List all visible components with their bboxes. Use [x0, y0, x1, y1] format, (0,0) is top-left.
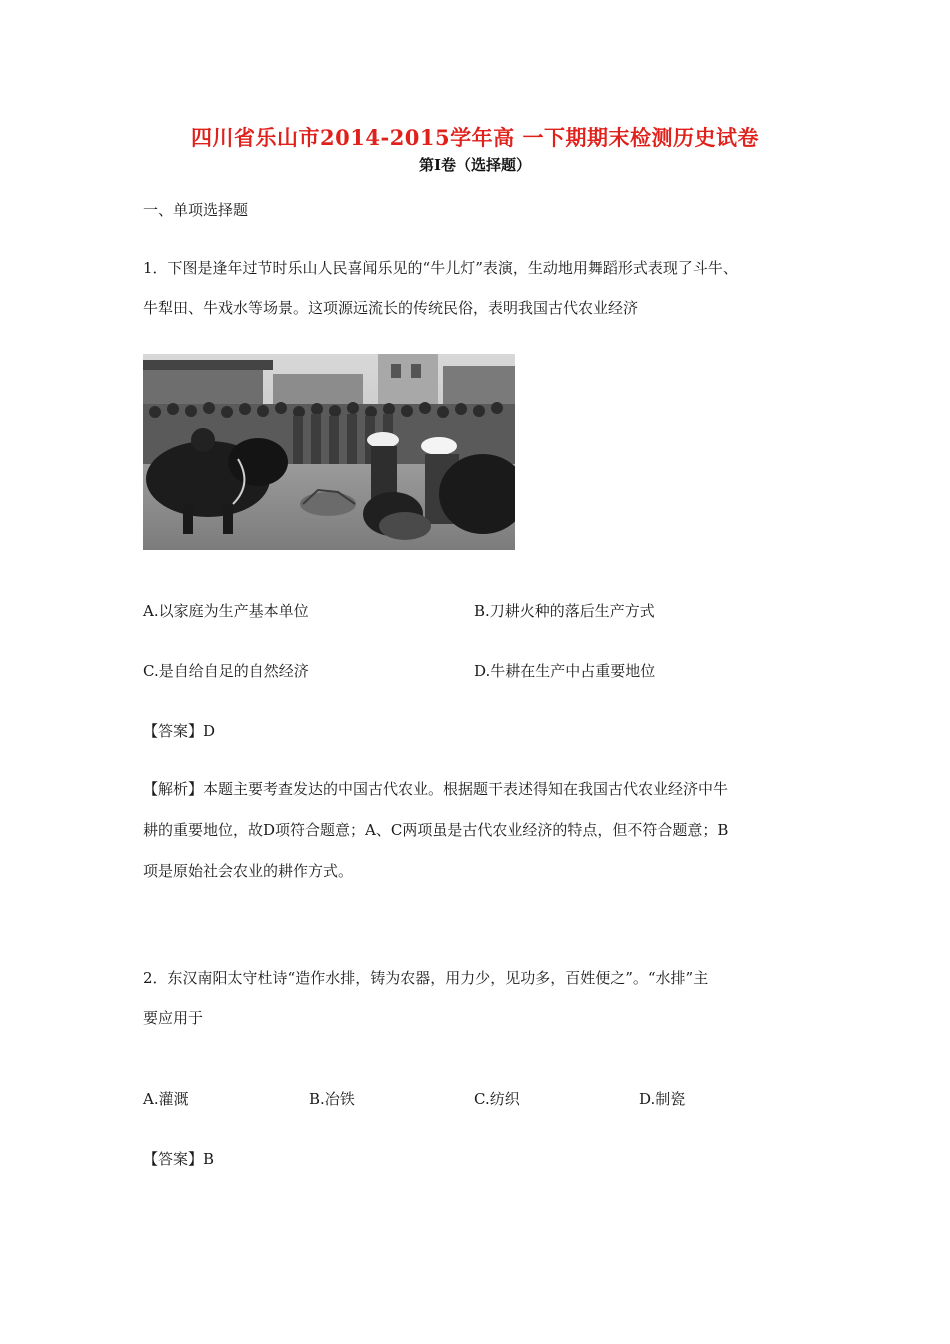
question-1-option-a: A.以家庭为生产基本单位	[143, 602, 309, 620]
question-2-answer: 【答案】B	[143, 1150, 215, 1168]
niu-er-deng-performance-photo	[143, 354, 515, 550]
question-1-line-1: 1．下图是逢年过节时乐山人民喜闻乐见的“牛儿灯”表演，生动地用舞蹈形式表现了斗牛、	[143, 259, 738, 277]
question-1-analysis-line-2: 耕的重要地位，故D项符合题意；A、C两项虽是古代农业经济的特点，但不符合题意；B	[143, 821, 729, 839]
question-2-line-1: 2．东汉南阳太守杜诗“造作水排，铸为农器，用力少，见功多，百姓便之”。“水排”主	[143, 969, 709, 987]
document-subtitle: 第I卷（选择题）	[418, 156, 532, 174]
question-2-option-a: A.灌溉	[143, 1090, 189, 1108]
section-heading: 一、单项选择题	[143, 201, 249, 219]
question-1-option-d: D.牛耕在生产中占重要地位	[474, 662, 656, 680]
question-1-option-b: B.刀耕火种的落后生产方式	[474, 602, 655, 620]
question-2-option-b: B.冶铁	[309, 1090, 355, 1108]
question-2-option-d: D.制瓷	[639, 1090, 686, 1108]
question-1-analysis-line-3: 项是原始社会农业的耕作方式。	[143, 862, 354, 880]
question-1-analysis-line-1: 【解析】本题主要考查发达的中国古代农业。根据题干表述得知在我国古代农业经济中牛	[143, 780, 729, 798]
question-1-answer: 【答案】D	[143, 722, 216, 740]
question-1-line-2: 牛犁田、牛戏水等场景。这项源远流长的传统民俗，表明我国古代农业经济	[143, 299, 639, 317]
question-2-option-c: C.纺织	[474, 1090, 520, 1108]
question-2-line-2: 要应用于	[143, 1009, 204, 1027]
document-title: 四川省乐山市2014-2015学年高 一下期期末检测历史试卷	[191, 125, 759, 150]
question-1-option-c: C.是自给自足的自然经济	[143, 662, 309, 680]
